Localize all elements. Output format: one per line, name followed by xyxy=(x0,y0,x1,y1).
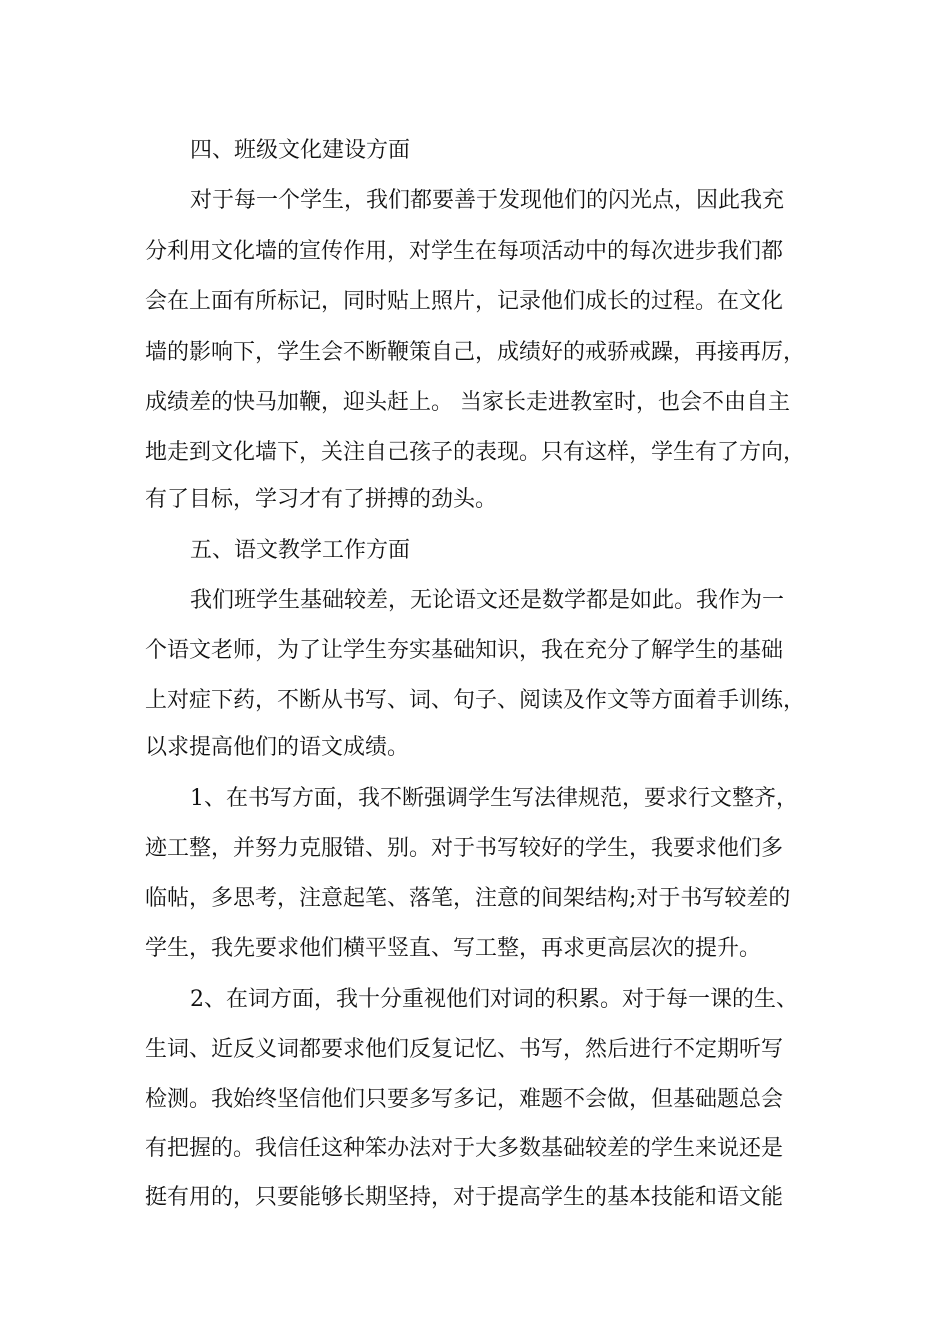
paragraph-line: 上对症下药，不断从书写、词、句子、阅读及作文等方面着手训练， xyxy=(145,688,806,713)
paragraph-line: 检测。我始终坚信他们只要多写多记，难题不会做，但基础题总会 xyxy=(145,1087,784,1112)
paragraph-line: 挺有用的，只要能够长期坚持，对于提高学生的基本技能和语文能 xyxy=(145,1185,784,1210)
paragraph-line: 会在上面有所标记，同时贴上照片，记录他们成长的过程。在文化 xyxy=(145,289,784,314)
paragraph-line: 2、在词方面，我十分重视他们对词的积累。对于每一课的生、 xyxy=(190,987,798,1012)
paragraph-line: 迹工整，并努力克服错、别。对于书写较好的学生，我要求他们多 xyxy=(145,836,784,861)
paragraph-line: 生词、近反义词都要求他们反复记忆、书写，然后进行不定期听写 xyxy=(145,1037,784,1062)
paragraph-line: 以求提高他们的语文成绩。 xyxy=(145,735,410,760)
paragraph-line: 地走到文化墙下，关注自己孩子的表现。只有这样，学生有了方向， xyxy=(145,440,806,465)
paragraph-line: 有把握的。我信任这种笨办法对于大多数基础较差的学生来说还是 xyxy=(145,1136,784,1161)
paragraph-line: 1、在书写方面，我不断强调学生写法律规范，要求行文整齐， xyxy=(190,786,798,811)
paragraph-line: 分利用文化墙的宣传作用，对学生在每项活动中的每次进步我们都 xyxy=(145,239,784,264)
paragraph-line: 学生，我先要求他们横平竖直、写工整，再求更高层次的提升。 xyxy=(145,936,762,961)
paragraph-line: 临帖，多思考，注意起笔、落笔，注意的间架结构;对于书写较差的 xyxy=(145,886,791,911)
section-heading-chinese-teaching: 五、语文教学工作方面 xyxy=(190,538,411,563)
paragraph-line: 墙的影响下，学生会不断鞭策自己，成绩好的戒骄戒躁，再接再厉， xyxy=(145,340,806,365)
paragraph-line: 我们班学生基础较差，无论语文还是数学都是如此。我作为一 xyxy=(190,588,785,613)
paragraph-line: 对于每一个学生，我们都要善于发现他们的闪光点，因此我充 xyxy=(190,188,785,213)
paragraph-line: 有了目标，学习才有了拼搏的劲头。 xyxy=(145,487,498,512)
paragraph-line: 成绩差的快马加鞭，迎头赶上。 当家长走进教室时，也会不由自主 xyxy=(145,390,790,415)
paragraph-line: 个语文老师，为了让学生夯实基础知识，我在充分了解学生的基础 xyxy=(145,638,784,663)
section-heading-class-culture: 四、班级文化建设方面 xyxy=(190,138,411,163)
